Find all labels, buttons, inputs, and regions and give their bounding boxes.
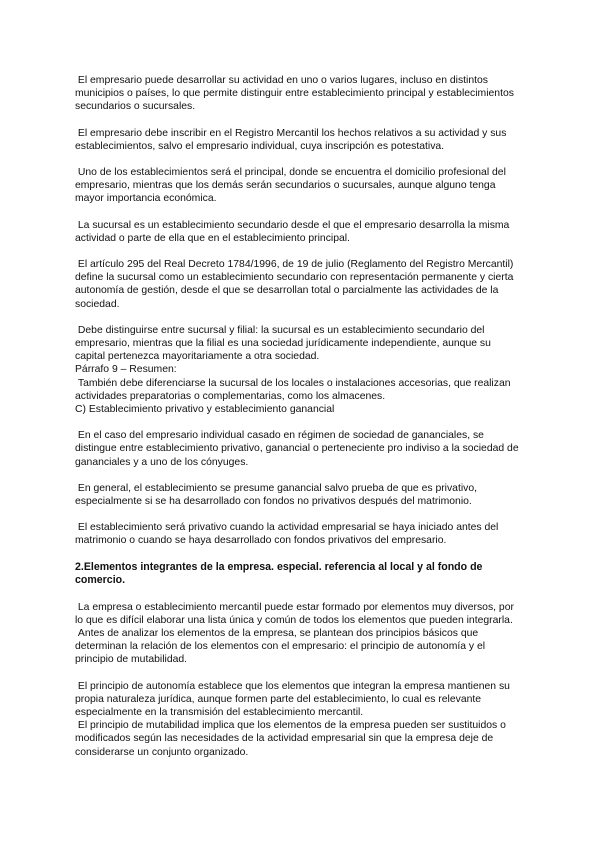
paragraph-gap xyxy=(75,153,520,166)
paragraph: La sucursal es un establecimiento secundario desde el que el empresario desarrolla la misma actividad o parte de ella que en el establecimiento principal. xyxy=(75,219,513,244)
paragraph: Debe distinguirse entre sucursal y filial: la sucursal es un establecimiento secundario del empresario, mientras que la filial es una sociedad jurídicamente independiente, aunque su capital pertenezca mayoritariamente a otra sociedad. xyxy=(75,324,494,363)
paragraph: También debe diferenciarse la sucursal de los locales o instalaciones accesorias, que realizan actividades preparatorias o complementarias, como los almacenes. xyxy=(75,377,514,402)
paragraph: Párrafo 9 – Resumen: xyxy=(75,364,177,376)
paragraph: El artículo 295 del Real Decreto 1784/1996, de 19 de julio (Reglamento del Registro Mercantil) define la sucursal como un establecimiento secundario con representación permanente y cierta autonomía de gestión, desde el que se desarrollan total o parcialmente las actividades de la sociedad. xyxy=(75,259,517,310)
paragraph: El empresario debe inscribir en el Registro Mercantil los hechos relativos a su actividad y sus establecimientos, salvo el empresario individual, cuya inscripción es potestativa. xyxy=(75,127,510,152)
paragraph: El principio de mutabilidad implica que los elementos de la empresa pueden ser sustituidos o modificados según las necesidades de la actividad empresarial sin que la empresa deje de considerarse un conjunto organizado. xyxy=(75,720,509,758)
paragraph: C) Establecimiento privativo y establecimiento ganancial xyxy=(75,404,335,416)
paragraph-gap xyxy=(75,416,520,429)
paragraph-gap xyxy=(75,311,520,324)
paragraph-gap xyxy=(75,206,520,219)
paragraph-gap xyxy=(75,114,520,127)
paragraph: En general, el establecimiento se presume ganancial salvo prueba de que es privativo, especialmente si se ha desarrollado con fondos no privativos después del matrimonio. xyxy=(75,482,480,508)
paragraph: En el caso del empresario individual casado en régimen de sociedad de gananciales, se distingue entre establecimiento privativo, ganancial o perteneciente pro indiviso a la sociedad de gananciales y a uno de los cónyuges. xyxy=(75,430,522,468)
paragraph-gap xyxy=(75,588,520,601)
paragraph: El principio de autonomía establece que los elementos que integran la empresa mantienen su propia naturaleza jurídica, aunque formen parte del establecimiento, lo cual es relevante especialmente en la transmisión del establecimiento mercantil. xyxy=(75,680,513,718)
paragraph: La empresa o establecimiento mercantil puede estar formado por elementos muy diversos, por lo que es difícil elaborar una lista única y común de todos los elementos que pueden integrarla. xyxy=(75,601,517,626)
paragraph-gap xyxy=(75,245,520,258)
paragraph: El empresario puede desarrollar su actividad en uno o varios lugares, incluso en distintos municipios o países, lo que permite distinguir entre establecimiento principal y establecimientos secundarios o sucursales. xyxy=(75,75,517,113)
paragraph: Uno de los establecimientos será el principal, donde se encuentra el domicilio profesional del empresario, mientras que los demás serán secundarios o sucursales, aunque alguno tenga mayor importancia económica. xyxy=(75,167,509,205)
paragraph-gap xyxy=(75,667,520,680)
paragraph: Antes de analizar los elementos de la empresa, se plantean dos principios básicos que determinan la relación de los elementos con el empresario: el principio de autonomía y el principio de mutabilidad. xyxy=(75,627,488,666)
paragraph-gap xyxy=(75,548,520,561)
paragraph: El establecimiento será privativo cuando la actividad empresarial se haya iniciado antes del matrimonio o cuando se haya desarrollado con fondos privativos del empresario. xyxy=(75,522,502,547)
paragraph-gap xyxy=(75,508,520,521)
section-heading: 2.Elementos integrantes de la empresa. especial. referencia al local y al fondo de comercio. xyxy=(75,560,483,587)
paragraph-gap xyxy=(75,469,520,482)
document-body xyxy=(75,74,520,759)
